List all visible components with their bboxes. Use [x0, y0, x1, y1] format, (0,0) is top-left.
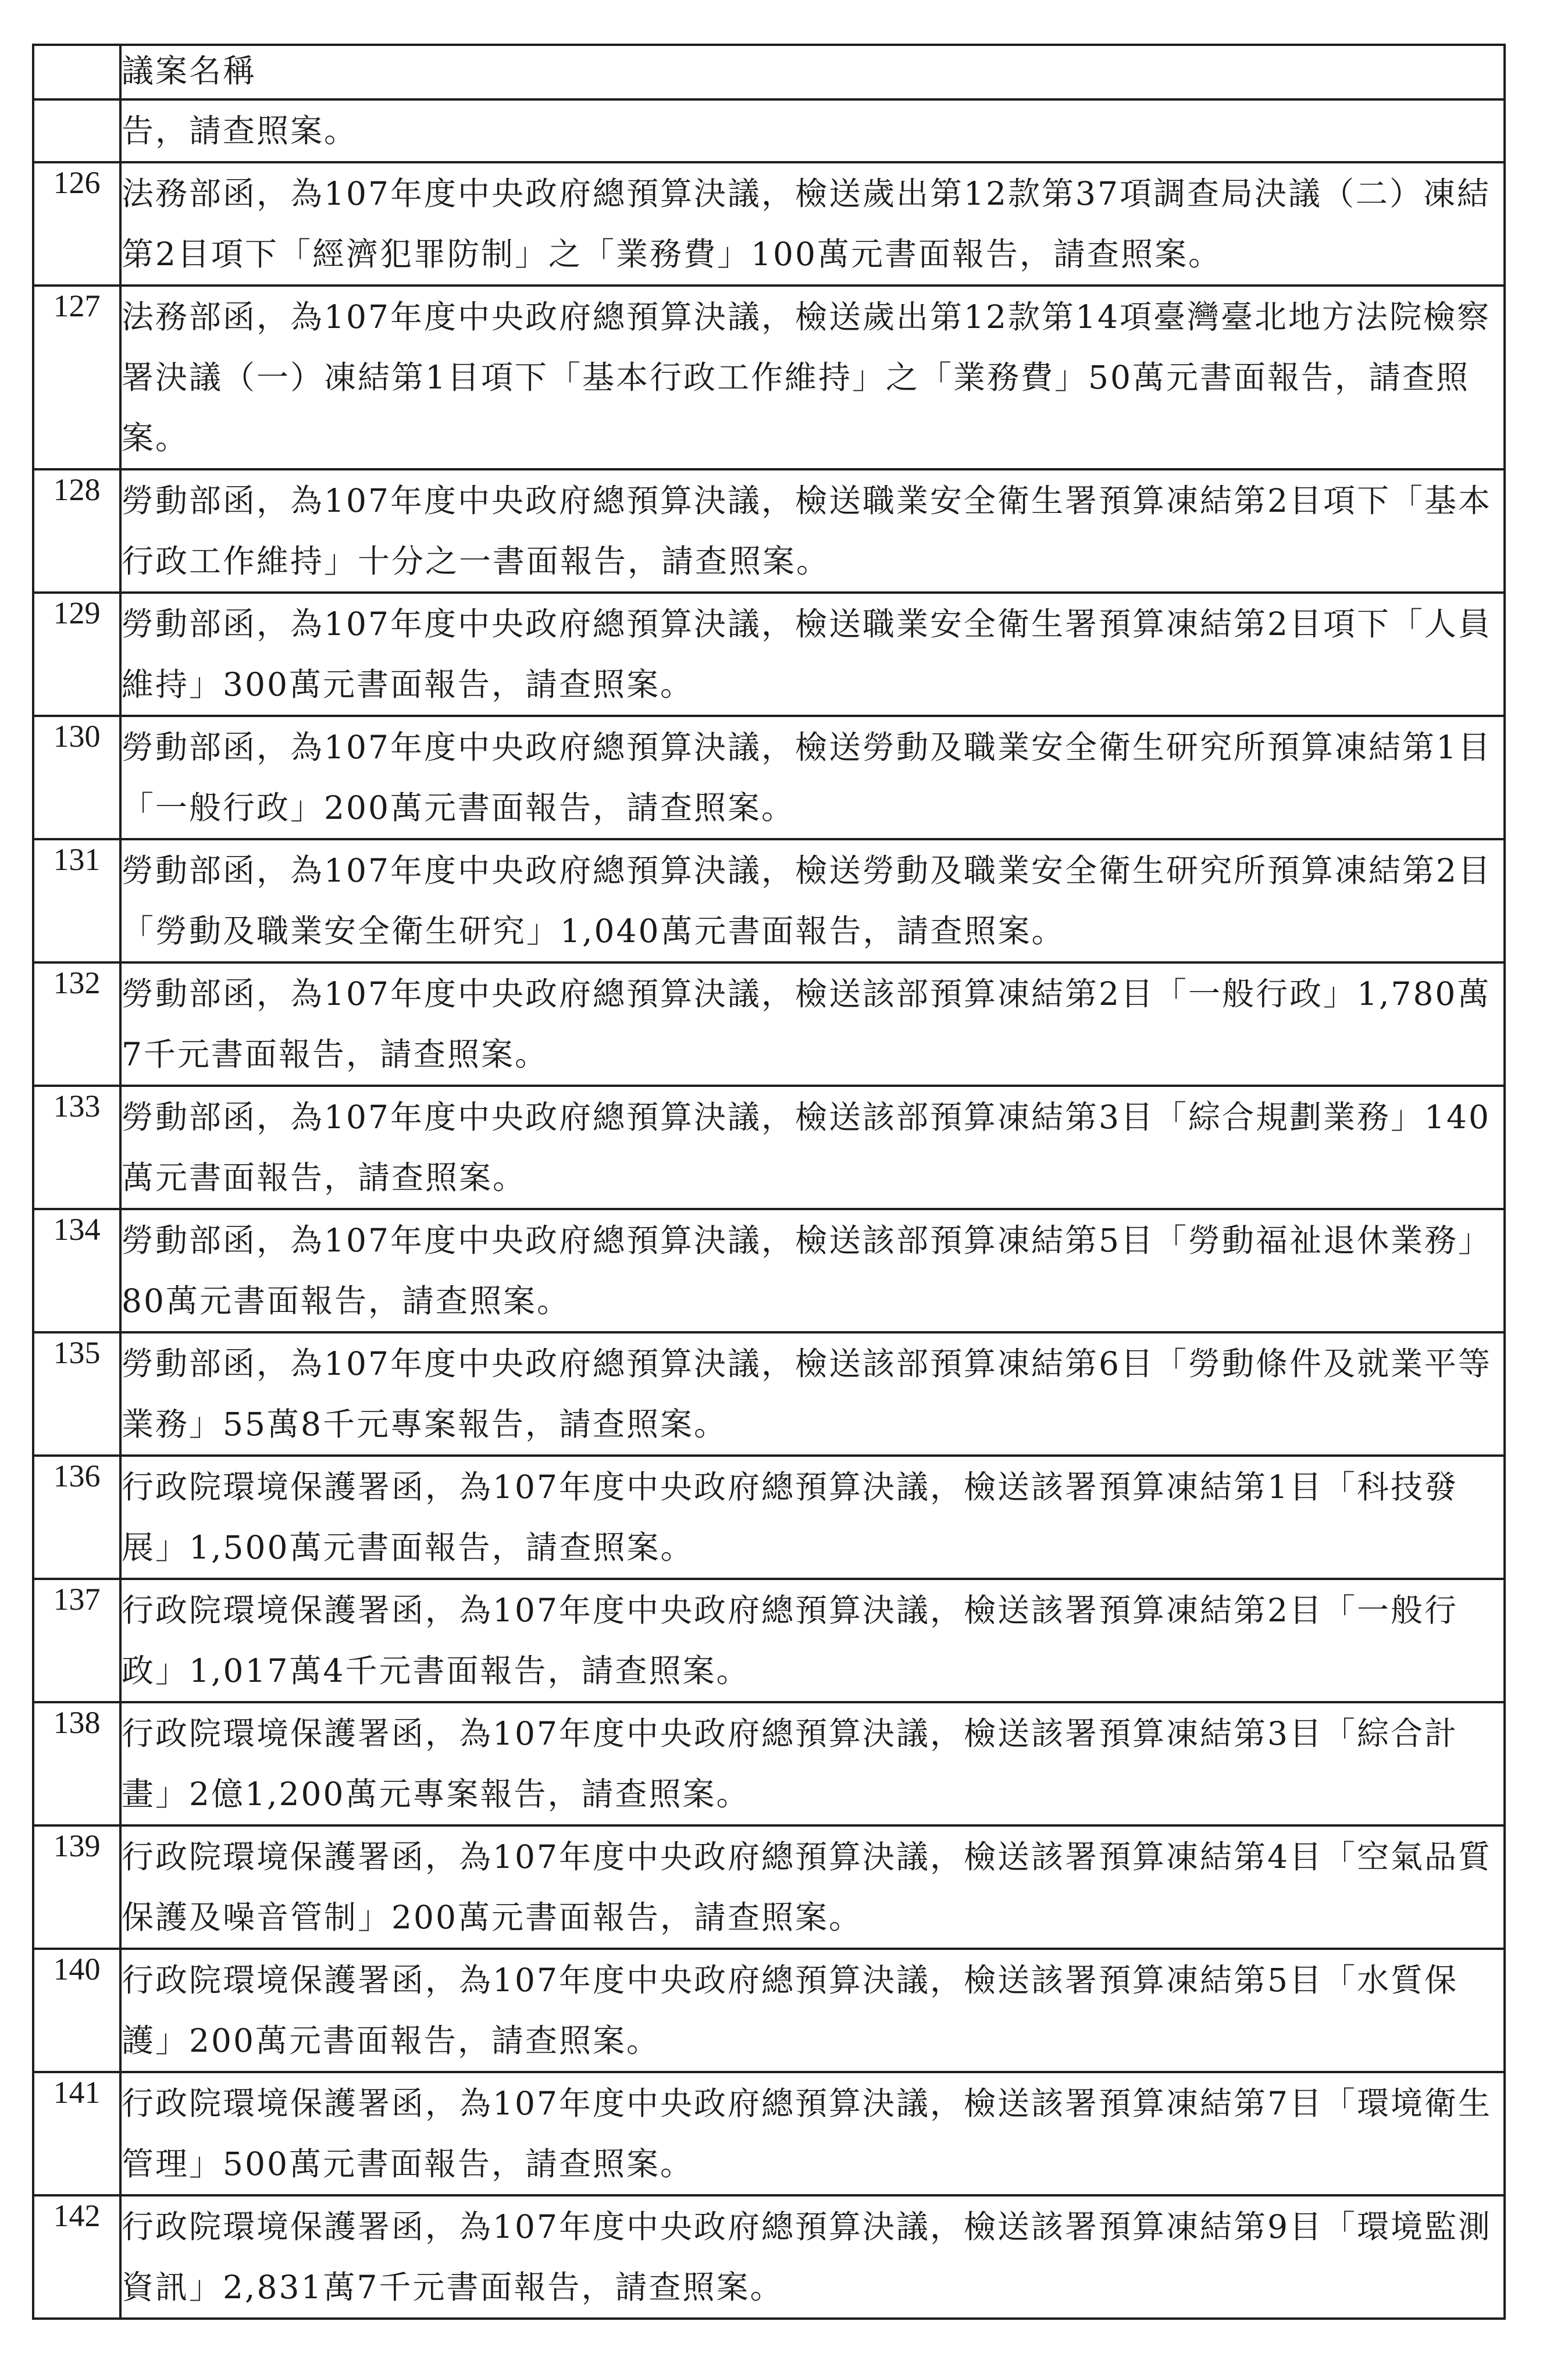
table-row: [33, 1702, 1505, 1825]
item-number: 128: [33, 469, 120, 593]
table-row: [33, 2195, 1505, 2319]
header-number-cell: [33, 45, 120, 99]
item-number: 136: [33, 1456, 120, 1579]
item-title: 勞動部函，為107年度中央政府總預算決議，檢送職業安全衛生署預算凍結第2目項下「人員維持」300萬元書面報告，請查照案。: [120, 593, 1505, 716]
item-number: 137: [33, 1579, 120, 1702]
continuation-text-cell: 告，請查照案。: [120, 99, 1505, 162]
item-number: 139: [33, 1825, 120, 1949]
item-title: 行政院環境保護署函，為107年度中央政府總預算決議，檢送該署預算凍結第5目「水質保護」200萬元書面報告，請查照案。: [120, 1949, 1505, 2072]
item-title: 勞動部函，為107年度中央政府總預算決議，檢送該部預算凍結第5目「勞動福祉退休業務」80萬元書面報告，請查照案。: [120, 1209, 1505, 1332]
item-number: 142: [33, 2195, 120, 2319]
table-row: [33, 962, 1505, 1086]
item-number: 129: [33, 593, 120, 716]
item-number: 134: [33, 1209, 120, 1332]
item-title: 勞動部函，為107年度中央政府總預算決議，檢送職業安全衛生署預算凍結第2目項下「基本行政工作維持」十分之一書面報告，請查照案。: [120, 469, 1505, 593]
item-title: 法務部函，為107年度中央政府總預算決議，檢送歲出第12款第14項臺灣臺北地方法院檢察署決議（一）凍結第1目項下「基本行政工作維持」之「業務費」50萬元書面報告，請查照案。: [120, 286, 1505, 469]
table-row: [33, 1086, 1505, 1209]
item-number: 133: [33, 1086, 120, 1209]
table-header-row: [33, 45, 1505, 99]
item-number: 126: [33, 162, 120, 286]
item-number: 138: [33, 1702, 120, 1825]
item-number: 132: [33, 962, 120, 1086]
item-number: 135: [33, 1332, 120, 1456]
header-title-cell: 議案名稱: [120, 45, 1505, 99]
table-row: [33, 2072, 1505, 2195]
item-title: 行政院環境保護署函，為107年度中央政府總預算決議，檢送該署預算凍結第1目「科技發展」1,500萬元書面報告，請查照案。: [120, 1456, 1505, 1579]
item-title: 行政院環境保護署函，為107年度中央政府總預算決議，檢送該署預算凍結第3目「綜合計畫」2億1,200萬元專案報告，請查照案。: [120, 1702, 1505, 1825]
table-row: [33, 469, 1505, 593]
document-page: [32, 44, 1503, 2320]
item-title: 勞動部函，為107年度中央政府總預算決議，檢送勞動及職業安全衛生研究所預算凍結第2目「勞動及職業安全衛生研究」1,040萬元書面報告，請查照案。: [120, 839, 1505, 962]
item-title: 勞動部函，為107年度中央政府總預算決議，檢送該部預算凍結第3目「綜合規劃業務」140萬元書面報告，請查照案。: [120, 1086, 1505, 1209]
item-number: 140: [33, 1949, 120, 2072]
item-number: 141: [33, 2072, 120, 2195]
item-title: 勞動部函，為107年度中央政府總預算決議，檢送該部預算凍結第6目「勞動條件及就業平等業務」55萬8千元專案報告，請查照案。: [120, 1332, 1505, 1456]
item-number: 130: [33, 716, 120, 839]
table-row: [33, 162, 1505, 286]
table-row: [33, 716, 1505, 839]
table-row: [33, 1579, 1505, 1702]
item-number: 131: [33, 839, 120, 962]
table-row: [33, 1825, 1505, 1949]
continuation-row: [33, 99, 1505, 162]
item-title: 勞動部函，為107年度中央政府總預算決議，檢送該部預算凍結第2目「一般行政」1,780萬7千元書面報告，請查照案。: [120, 962, 1505, 1086]
table-row: [33, 1332, 1505, 1456]
item-title: 行政院環境保護署函，為107年度中央政府總預算決議，檢送該署預算凍結第7目「環境衛生管理」500萬元書面報告，請查照案。: [120, 2072, 1505, 2195]
item-title: 行政院環境保護署函，為107年度中央政府總預算決議，檢送該署預算凍結第4目「空氣品質保護及噪音管制」200萬元書面報告，請查照案。: [120, 1825, 1505, 1949]
table-row: [33, 593, 1505, 716]
item-title: 行政院環境保護署函，為107年度中央政府總預算決議，檢送該署預算凍結第9目「環境監測資訊」2,831萬7千元書面報告，請查照案。: [120, 2195, 1505, 2319]
table-row: [33, 839, 1505, 962]
table-row: [33, 1456, 1505, 1579]
item-number: 127: [33, 286, 120, 469]
table-row: [33, 1949, 1505, 2072]
agenda-table: [32, 44, 1506, 2320]
item-title: 行政院環境保護署函，為107年度中央政府總預算決議，檢送該署預算凍結第2目「一般行政」1,017萬4千元書面報告，請查照案。: [120, 1579, 1505, 1702]
item-title: 勞動部函，為107年度中央政府總預算決議，檢送勞動及職業安全衛生研究所預算凍結第1目「一般行政」200萬元書面報告，請查照案。: [120, 716, 1505, 839]
item-title: 法務部函，為107年度中央政府總預算決議，檢送歲出第12款第37項調查局決議（二）凍結第2目項下「經濟犯罪防制」之「業務費」100萬元書面報告，請查照案。: [120, 162, 1505, 286]
table-row: [33, 1209, 1505, 1332]
table-row: [33, 286, 1505, 469]
continuation-number-cell: [33, 99, 120, 162]
